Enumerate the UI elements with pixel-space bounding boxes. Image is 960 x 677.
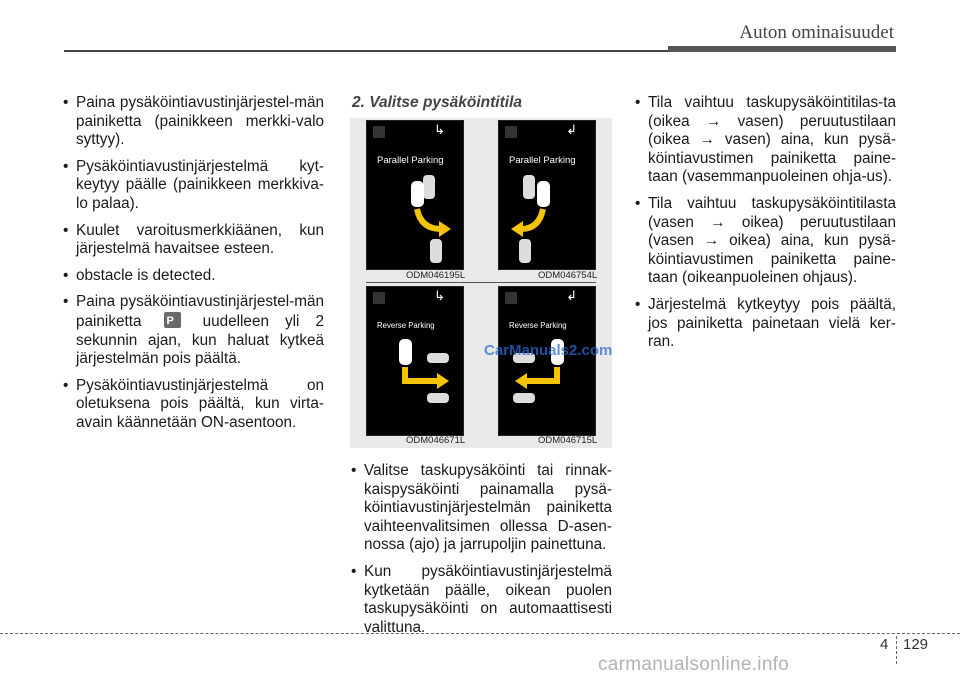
status-square-icon bbox=[505, 126, 517, 138]
status-square-icon bbox=[505, 292, 517, 304]
mode-label: Reverse Parking bbox=[377, 321, 435, 330]
figure-code: ODM046715L bbox=[538, 435, 598, 446]
list-item: • Tila vaihtuu taskupysäköintitilas-ta (oikea → vasen) peruutustilaan (oikea → vasen) aina, kun pysä-köintiavustimen painiketta paine-taan (vasemmanpuoleinen ohja-us). bbox=[634, 94, 896, 187]
mode-label: Parallel Parking bbox=[377, 155, 444, 166]
item-text-start: Paina pysäköintiavustinjärjestel-män painiketta bbox=[76, 293, 324, 330]
direction-arrow-icon: ↲ bbox=[566, 288, 577, 303]
middle-column-text bbox=[350, 462, 612, 645]
figure-code: ODM046754L bbox=[538, 270, 598, 281]
right-column bbox=[634, 94, 896, 360]
screen-parallel-right bbox=[366, 120, 464, 270]
reverse-parking-right-diagram bbox=[367, 337, 463, 435]
mode-label: Parallel Parking bbox=[509, 155, 576, 166]
direction-arrow-icon: ↲ bbox=[566, 122, 577, 137]
list-item: • Pysäköintiavustinjärjestelmä kyt-keytyy päälle (painikkeen merkkiva-lo palaa). bbox=[62, 158, 324, 214]
figure-code: ODM046195L bbox=[406, 270, 466, 281]
list-item: • Kuulet varoitusmerkkiäänen, kun järjestelmä havaitsee esteen. bbox=[62, 222, 324, 259]
status-square-icon bbox=[373, 126, 385, 138]
screen-parallel-left bbox=[498, 120, 596, 270]
list-item: • obstacle is detected. bbox=[62, 267, 324, 286]
page-number: 129 bbox=[903, 636, 929, 653]
parallel-parking-right-diagram bbox=[367, 171, 463, 269]
list-item bbox=[62, 293, 324, 368]
list-item: • Paina pysäköintiavustinjärjestel-män painiketta (painikkeen merkki-valo syttyy). bbox=[62, 94, 324, 150]
header-bar bbox=[668, 46, 896, 52]
list-item: • Tila vaihtuu taskupysäköintitilasta (vasen → oikea) peruutustilaan (vasen → oikea) aina, kun pysä-köintiavustimen painiketta paine-taan (oikeanpuoleinen ohjaus). bbox=[634, 195, 896, 288]
list-item: • Kun pysäköintiavustinjärjestelmä kytketään päälle, oikean puolen taskupysäköinti on automaattisesti valittuna. bbox=[350, 563, 612, 637]
screen-reverse-left bbox=[498, 286, 596, 436]
direction-arrow-icon: ↳ bbox=[434, 122, 445, 137]
parallel-parking-left-diagram bbox=[499, 171, 595, 269]
parking-assist-button-icon bbox=[164, 312, 181, 328]
footer-rule bbox=[0, 633, 960, 634]
site-watermark: carmanualsonline.info bbox=[598, 654, 790, 675]
header-rule bbox=[64, 50, 668, 52]
panel-divider bbox=[366, 282, 596, 283]
section-title: 2. Valitse pysäköintitila bbox=[352, 94, 522, 111]
figure-code: ODM046671L bbox=[406, 435, 466, 446]
list-item: • Järjestelmä kytkeytyy pois päältä, jos painiketta painetaan vielä ker-ran. bbox=[634, 296, 896, 352]
list-item: • Pysäköintiavustinjärjestelmä on oletuksena pois päältä, kun virta-avain käännetään ON-asentoon. bbox=[62, 377, 324, 433]
screen-reverse-right bbox=[366, 286, 464, 436]
direction-arrow-icon: ↳ bbox=[434, 288, 445, 303]
footer-separator bbox=[896, 636, 897, 664]
status-square-icon bbox=[373, 292, 385, 304]
watermark: CarManuals2.com bbox=[484, 342, 613, 359]
header-title: Auton ominaisuudet bbox=[739, 22, 894, 43]
list-item: • Valitse taskupysäköinti tai rinnak-kaispysäköinti painamalla pysä-köintiavustinjärjestelmän painiketta vaihteenvalitsimen ollessa D-asen-nossa (ajo) ja jarrupoljin painettuna. bbox=[350, 462, 612, 555]
mode-label: Reverse Parking bbox=[509, 321, 567, 330]
left-column bbox=[62, 94, 324, 441]
item-text-end: uudelleen yli 2 sekunnin ajan, kun haluat kytkeä järjestelmän pois päältä. bbox=[76, 312, 325, 368]
screen-panel bbox=[350, 118, 612, 448]
chapter-number: 4 bbox=[880, 636, 889, 653]
